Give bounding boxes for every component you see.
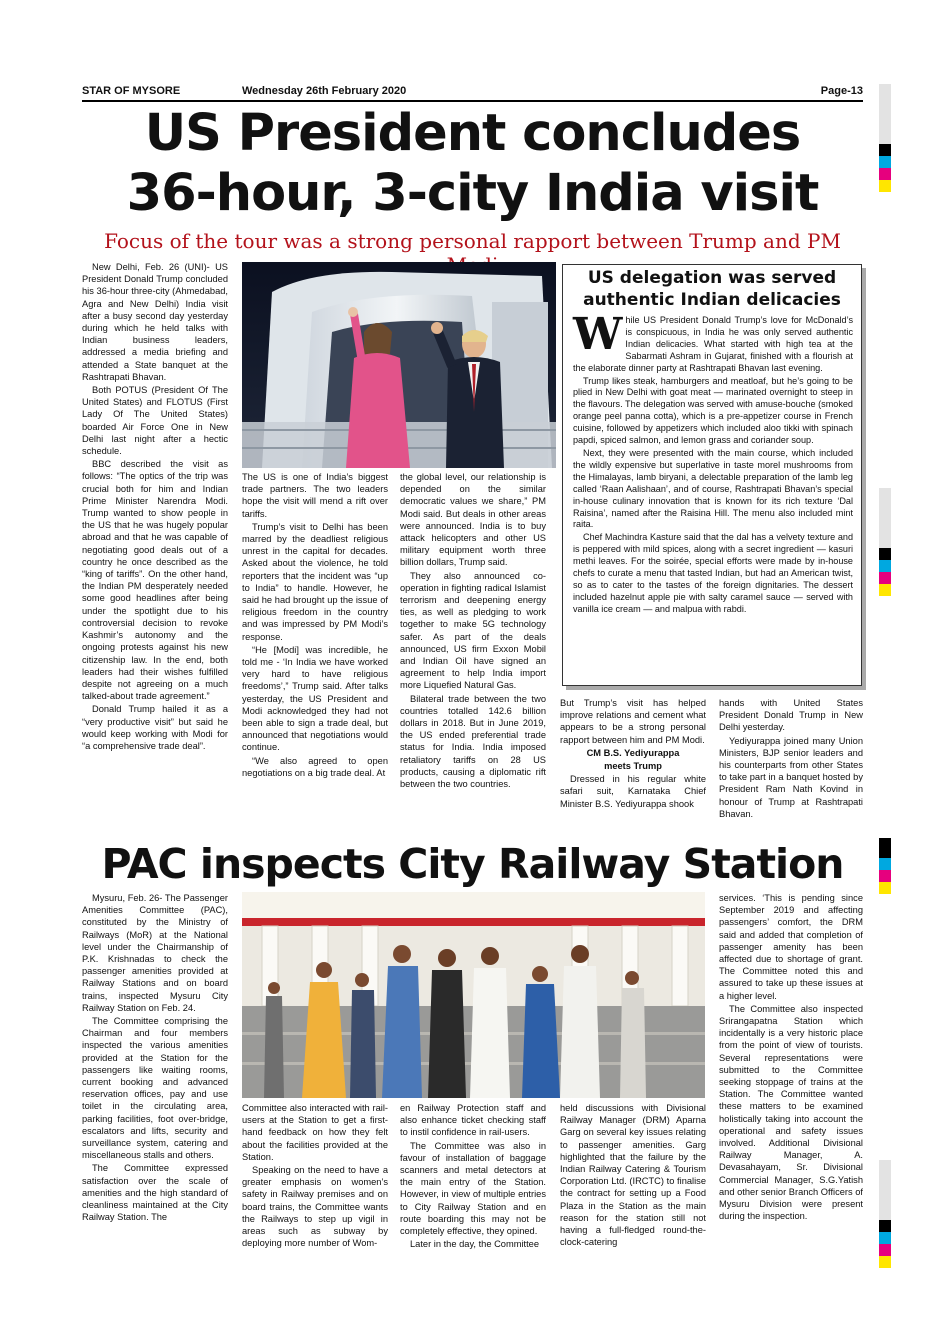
paragraph: New Delhi, Feb. 26 (UNI)- US President Donald Trump concluded his 36-hour three-city (Ahmedabad, Agra and New Delhi) India visit after a busy second day yesterday during which he held talks with Indian business leaders, addressed a media briefing and attended a State banquet at the Rashtrapati Bhavan.	[82, 262, 228, 382]
paragraph: services. ‘This is pending since September 2019 and affecting passengers’ comfort, the DRM said and added that completion of passenger amenity has been affected due to shortage of grant. The Committee noted this and assured to take up these issues at a higher level.	[719, 893, 863, 1001]
story1-column-2	[242, 471, 388, 836]
story2-column-5	[719, 892, 863, 1274]
crosshead-line1: CM B.S. Yediyurappa	[586, 747, 680, 758]
story2-column-4	[560, 1102, 706, 1274]
trump-departure-photo	[242, 262, 556, 468]
story1-column-3	[400, 471, 546, 836]
paragraph: “We also agreed to open negotiations on a big trade deal. At	[242, 755, 388, 778]
paragraph: Later in the day, the Committee	[410, 1239, 540, 1250]
paragraph: Committee also interacted with rail-users at the Station to get a first-hand feedback on how they felt about the facilities provided at the Station.	[242, 1103, 388, 1162]
story2-column-1	[82, 892, 228, 1272]
delicacies-sidebar	[562, 264, 862, 686]
masthead	[82, 84, 863, 102]
paragraph: The Committee also inspected Srirangapatna Station which incidentally is a very historic place from the point of view of tourists. Several representations were submitted to the Committee seeking stoppage of trains at the Station. The Committee wanted these matters to be examined holistically taking into account the operational and safety issues involved. Additional Divisional Railway Manager, A. Devasahayam, Sr. Divisional Commercial Manager, S.G.Yatish and other senior Branch Officers of Mysuru Division were present during the inspection.	[719, 1003, 863, 1222]
story2-headline: PAC inspects City Railway Station	[101, 840, 844, 888]
railway-station-photo	[242, 892, 705, 1098]
paragraph: The Committee expressed satisfaction over the scale of amenities and the high standard of cleanliness maintained at the City Railway Station. The	[82, 1163, 228, 1223]
sidebar-body	[563, 311, 861, 685]
paragraph: Donald Trump hailed it as a “very productive visit” but said he would keep working with Modi for “a comprehensive trade deal”.	[82, 704, 228, 751]
photo-illustration	[242, 892, 705, 1098]
paragraph: en Railway Protection staff and also enhance ticket checking staff to instil confidence in rail-users.	[400, 1103, 546, 1138]
story1-column-1	[82, 261, 228, 836]
registration-marks-lower	[879, 838, 891, 894]
registration-marks-middle	[879, 488, 891, 596]
story1-headline-line2: 36-hour, 3-city India visit	[126, 164, 819, 223]
paragraph: Trump likes steak, hamburgers and meatloaf, but he’s going to be plied in New Delhi with goat meat — marinated overnight to steep in the flavours. The delegation was served with amuse-bouche (smoked orange peel panna cotta), which is a pre-appetizer course in French cuisine, followed by appetizers which included aloo tikki with spinach papdi, spiced salmon, and lemon grass and coriander soup.	[573, 375, 853, 446]
sidebar-title-line2: authentic Indian delicacies	[583, 290, 841, 310]
sidebar-title-line1: US delegation was served	[587, 268, 837, 288]
paragraph: Dressed in his regular white safari suit, Karnataka Chief Minister B.S. Yediyurappa shook	[560, 774, 706, 809]
paragraph: BBC described the visit as follows: “The optics of the trip was crucial both for him and Indian Prime Minister Narendra Modi. Trump wanted to show people in the US that he was hugely popular abroad and that he was capable of negotiating good deals out of a country he once described as the “king of tariffs”. On the other hand, the Indian PM desperately needed some good headlines after being under the spotlight due to his controversial decision to revoke Kashmir’s autonomy and the ongoing protests against his new citizenship law. In the end, both leaders had their wishes fulfilled despite not agreeing on a much talked-about trade agreement.”	[82, 459, 228, 702]
story1-column-5	[719, 697, 863, 837]
story1-headline-line1: US President concludes	[144, 104, 801, 163]
story2-column-3	[400, 1102, 546, 1274]
paragraph: The Committee was also in favour of installation of baggage scanners and metal detectors at the main entry of the Station. However, in view of multiple entries to City Railway Station and en route boarding this may not be completely effective, they opined.	[400, 1140, 546, 1237]
paragraph: They also announced co-operation in fighting radical Islamist terrorism and deepening energy ties, as well as pledging to work together to make 5G technology safer. As part of the deals announced, US firm Exxon Mobil and Indian Oil have signed an agreement to help India import more Liquefied Natural Gas.	[400, 570, 546, 691]
issue-date: Wednesday 26th February 2020	[242, 85, 407, 97]
story1-subhead: Focus of the tour was a strong personal rapport between Trump and PM	[104, 229, 841, 253]
paragraph: Yediyurappa joined many Union Ministers, BJP senior leaders and his counterparts from other States to take part in a banquet hosted by President Ram Nath Kovind in honour of Trump at Rashtrapati Bhavan.	[719, 735, 863, 819]
paragraph: But Trump’s visit has helped improve relations and cement what appears to be a strong personal rapport between him and PM Modi.	[560, 698, 706, 745]
paragraph: Mysuru, Feb. 26- The Passenger Amenities Committee (PAC), constituted by the Ministry of Railways (MoR) at the National level under the Chairmanship of P.K. Krishnadas to check the passenger amenities provided at Railway Stations and on board trains, inspected Mysuru City Railway Station on Feb. 24.	[82, 893, 228, 1013]
paragraph: hands with United States President Donald Trump in New Delhi yesterday.	[719, 698, 863, 733]
paragraph: Bilateral trade between the two countries totalled 142.6 billion dollars in 2018. But in June 2019, the US ended preferential trade status for India. India imposed retaliatory tariffs on 28 US products, causing a diplomatic rift between the two countries.	[400, 693, 546, 790]
registration-marks-bottom	[879, 1160, 891, 1268]
paragraph: the global level, our relationship is depended on the similar democratic values we share,” PM Modi said. But deals in other areas were announced. India is to buy attack helicopters and other US military equipment worth three billion dollars, Trump said.	[400, 472, 546, 568]
paragraph: The US is one of India’s biggest trade partners. The two leaders hope the visit will mend a rift over tariffs.	[242, 472, 388, 519]
photo-illustration	[242, 262, 556, 468]
paragraph: Both POTUS (President Of The United States) and FLOTUS (First Lady Of The United States) boarded Air Force One in New Delhi last night after a hectic schedule.	[82, 385, 228, 457]
paragraph: “He [Modi] was incredible, he told me - ‘In India we have worked very hard to have religious freedoms’,” Trump said. After talks yesterday, the US President and Modi acknowledged they had not been able to sign a trade deal, but announced that negotiations would continue.	[242, 644, 388, 753]
paragraph: Trump’s visit to Delhi has been marred by the deadliest religious unrest in the capital for decades. Asked about the violence, he told reporters that the incident was “up to India” to handle. However, he said he had brought up the issue of religious freedom in the country and was impressed by PM Modi’s response.	[242, 521, 388, 642]
paragraph: Speaking on the need to have a greater emphasis on women’s safety in Railway premises and on board trains, the Committee wants the Railways to step up vigil in areas such as subway by deploying more number of Wom-	[242, 1165, 388, 1249]
paragraph: The Committee comprising the Chairman and four members inspected the various amenities provided at the Station for the passengers like waiting rooms, current booking and advanced reservation offices, pay and use toilet in the circulating area, parking facilities, foot over-bridge, escalators and lifts, security and surveillance system, catering and miscellaneous stalls and others.	[82, 1016, 228, 1161]
paper-name: STAR OF MYSORE	[82, 85, 181, 97]
paragraph: Chef Machindra Kasture said that the dal has a velvety texture and is peppered with mild spices, along with a secret ingredient — kasuri methi leaves. For the soirée, special efforts were made by in-house chefs to curate a menu that tasted Indian, but had an American twist, so as to cater to the tastes of the foreign dignitaries. The dessert included hazelnut apple pie with salty caramel sauce — served with vanilla ice cream — and malpua with rabdi.	[573, 532, 853, 614]
drop-cap: W	[573, 311, 623, 360]
paragraph: hile US President Donald Trump’s love for McDonald’s is conspicuous, in India he was only served authentic Indian delicacies. What started with high tea at the Sabarmati Ashram in Gujarat, finished with a flourish at the elaborate dinner party at Rashtrapati Bhavan last evening.	[573, 315, 853, 373]
story1-column-4	[560, 697, 706, 837]
registration-marks-top	[879, 84, 891, 192]
story2-column-2	[242, 1102, 388, 1274]
page-number: Page-13	[820, 85, 863, 97]
crosshead-line2: meets Trump	[604, 761, 662, 772]
paragraph: held discussions with Divisional Railway Manager (DRM) Aparna Garg on several key issues relating to passenger amenities. Garg highlighted that the failure by the Indian Railway Catering & Tourism Corporation Ltd. (IRCTC) to finalise the contract for setting up a Food Plaza in the Station as the main reason for the station still not having a full-fledged round-the-clock-catering	[560, 1103, 706, 1248]
paragraph: Next, they were presented with the main course, which included the wildly expensive but superlative in taste morel mushrooms from the Himalayas, lamb biryani, a delectable preparation of the lamb leg called ‘Raan Aalishaan’, and of course, Rashtrapati Bhavan’s special in-house culinary innovation that is known for its rich texture ‘Dal Raisina’, named after the Raisina Hill. The menu also included mint raita.	[573, 447, 853, 530]
